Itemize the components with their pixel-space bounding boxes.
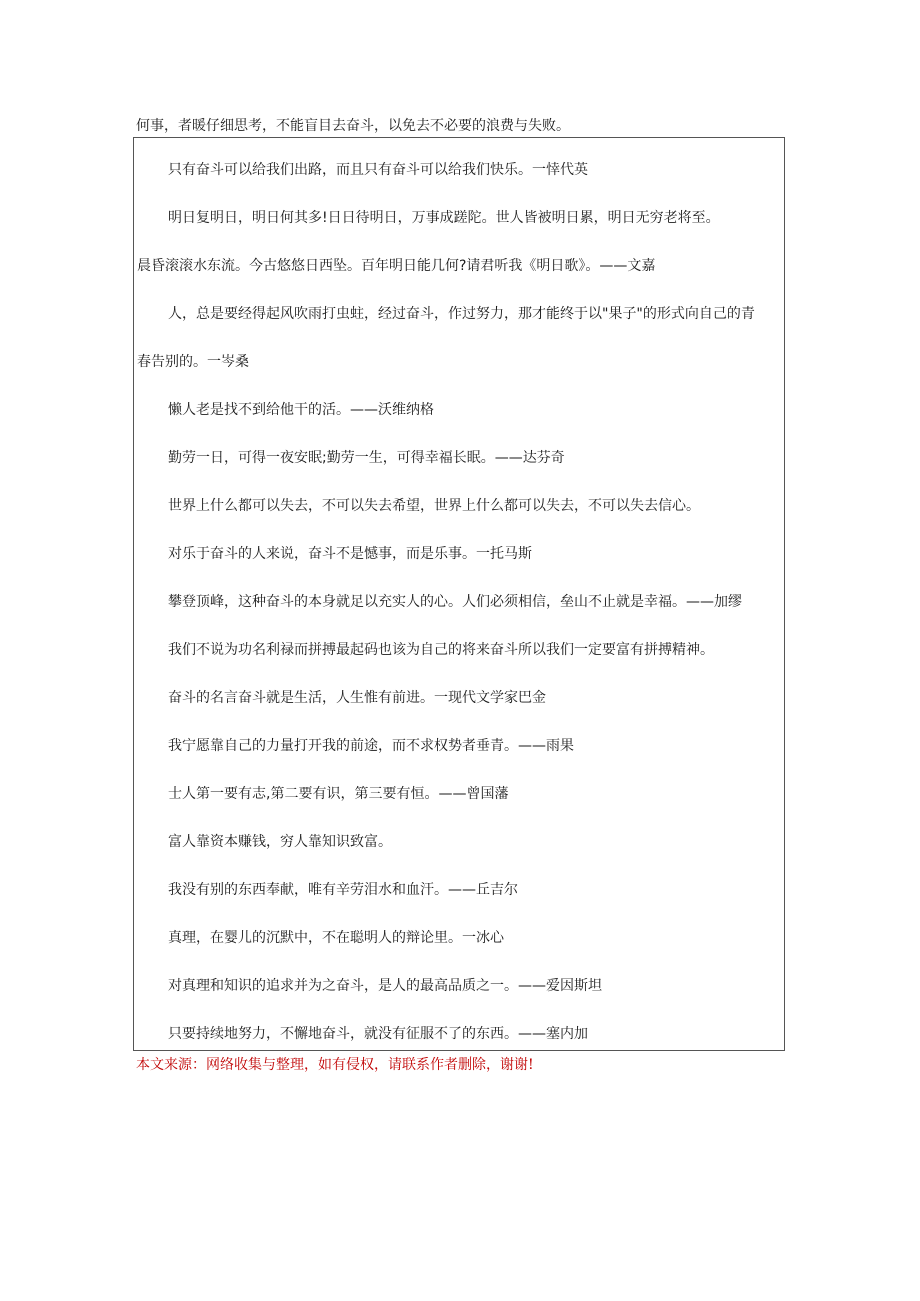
quote-line: 只要持续地努力，不懈地奋斗，就没有征服不了的东西。——塞内加 [168, 1026, 588, 1042]
quote-line: 对真理和知识的追求并为之奋斗，是人的最高品质之一。——爱因斯坦 [168, 978, 602, 994]
quote-line: 攀登顶峰，这种奋斗的本身就足以充实人的心。人们必须相信，垒山不止就是幸福。——加缪 [168, 594, 742, 610]
quote-line: 晨昏滚滚水东流。今古悠悠日西坠。百年明日能几何?请君听我《明日歌》。——文嘉 [137, 258, 656, 274]
quote-line: 世界上什么都可以失去，不可以失去希望，世界上什么都可以失去，不可以失去信心。 [168, 498, 700, 514]
quote-line: 明日复明日，明日何其多!日日待明日，万事成蹉陀。世人皆被明日累，明日无穷老将至。 [168, 210, 720, 226]
quote-line: 只有奋斗可以给我们出路，而且只有奋斗可以给我们快乐。一悻代英 [168, 162, 588, 178]
quote-line: 我宁愿靠自己的力量打开我的前途，而不求权势者垂青。——雨果 [168, 738, 574, 754]
quote-line: 我们不说为功名利禄而拼搏最起码也该为自己的将来奋斗所以我们一定要富有拼搏精神。 [168, 642, 714, 658]
quote-line: 真理，在婴儿的沉默中，不在聪明人的辩论里。一冰心 [168, 930, 504, 946]
quote-line: 士人第一要有志,第二要有识，第三要有恒。——曾国藩 [168, 786, 509, 802]
source-note: 本文来源：网络收集与整理，如有侵权，请联系作者删除，谢谢! [136, 1057, 534, 1073]
quote-line: 懒人老是找不到给他干的活。——沃维纳格 [168, 402, 434, 418]
quote-line: 富人靠资本赚钱，穷人靠知识致富。 [168, 834, 392, 850]
quote-line: 春告别的。一岑桑 [137, 354, 249, 370]
quote-line: 奋斗的名言奋斗就是生活，人生惟有前进。一现代文学家巴金 [168, 690, 546, 706]
quote-line: 对乐于奋斗的人来说，奋斗不是憾事，而是乐事。一托马斯 [168, 546, 532, 562]
quote-line: 勤劳一日，可得一夜安眠;勤劳一生，可得幸福长眠。——达芬奇 [168, 450, 565, 466]
quote-line: 我没有别的东西奉献，唯有辛劳泪水和血汗。——丘吉尔 [168, 882, 518, 898]
quote-line: 人，总是要经得起风吹雨打虫蛀，经过奋斗，作过努力，那才能终于以"果子"的形式向自己的青 [168, 306, 755, 322]
quote-box [133, 137, 785, 1051]
lead-line: 何事，者暖仔细思考，不能盲目去奋斗，以免去不必要的浪费与失败。 [136, 118, 570, 134]
